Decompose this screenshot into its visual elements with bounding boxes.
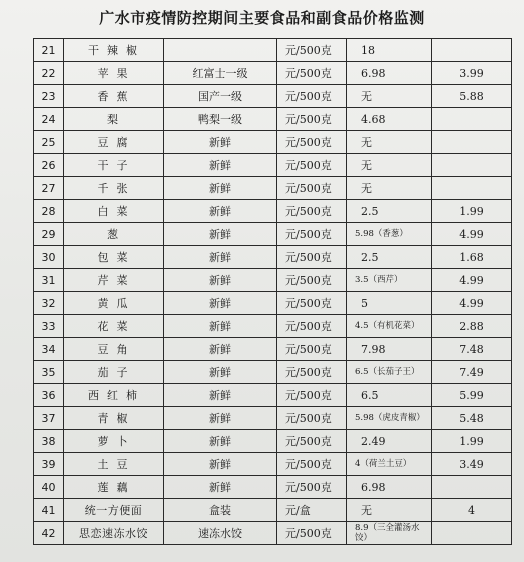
table-row [34,223,512,246]
grade-cell: 新鲜 [164,430,277,453]
price-2-cell: 7.49 [432,361,512,384]
grade-cell: 新鲜 [164,223,277,246]
row-number-cell: 40 [34,476,64,499]
unit-cell: 元/500克 [277,292,347,315]
unit-cell: 元/500克 [277,430,347,453]
unit-cell: 元/500克 [277,223,347,246]
table-row [34,85,512,108]
row-number-cell: 27 [34,177,64,200]
row-number-cell: 22 [34,62,64,85]
unit-cell: 元/500克 [277,200,347,223]
row-number-cell: 33 [34,315,64,338]
grade-cell: 新鲜 [164,292,277,315]
grade-cell: 新鲜 [164,177,277,200]
price-1-cell: 4.68 [347,108,432,131]
table-row [34,315,512,338]
table-row [34,200,512,223]
row-number-cell: 29 [34,223,64,246]
row-number-cell: 34 [34,338,64,361]
item-name-cell: 芹菜 [64,269,164,292]
unit-cell: 元/盒 [277,499,347,522]
price-2-cell: 1.99 [432,200,512,223]
grade-cell: 新鲜 [164,200,277,223]
table-row [34,62,512,85]
unit-cell: 元/500克 [277,407,347,430]
unit-cell: 元/500克 [277,453,347,476]
table-row [34,269,512,292]
row-number-cell: 37 [34,407,64,430]
row-number-cell: 32 [34,292,64,315]
unit-cell: 元/500克 [277,384,347,407]
price-1-cell: 4（荷兰土豆） [347,453,432,476]
row-number-cell: 36 [34,384,64,407]
row-number-cell: 31 [34,269,64,292]
price-1-cell: 2.5 [347,200,432,223]
item-name-cell: 茄子 [64,361,164,384]
price-2-cell: 1.99 [432,430,512,453]
table-row [34,338,512,361]
unit-cell: 元/500克 [277,131,347,154]
table-row [34,407,512,430]
table-row [34,384,512,407]
item-name-cell: 干辣椒 [64,39,164,62]
table-row [34,177,512,200]
price-1-cell: 5.98（虎皮青椒） [347,407,432,430]
price-2-cell [432,39,512,62]
price-2-cell [432,476,512,499]
price-1-cell: 5 [347,292,432,315]
grade-cell: 新鲜 [164,315,277,338]
price-2-cell: 4 [432,499,512,522]
item-name-cell: 萝卜 [64,430,164,453]
grade-cell: 速冻水饺 [164,522,277,545]
price-2-cell: 3.49 [432,453,512,476]
price-2-cell: 2.88 [432,315,512,338]
table-row [34,361,512,384]
grade-cell: 新鲜 [164,407,277,430]
price-2-cell [432,177,512,200]
item-name-cell: 干子 [64,154,164,177]
item-name-cell: 包菜 [64,246,164,269]
price-1-cell: 无 [347,154,432,177]
grade-cell: 新鲜 [164,246,277,269]
item-name-cell: 土豆 [64,453,164,476]
grade-cell: 国产一级 [164,85,277,108]
table-row [34,292,512,315]
price-2-cell: 4.99 [432,223,512,246]
table-row [34,246,512,269]
row-number-cell: 23 [34,85,64,108]
unit-cell: 元/500克 [277,476,347,499]
table-row [34,39,512,62]
row-number-cell: 42 [34,522,64,545]
document-title: 广水市疫情防控期间主要食品和副食品价格监测 [99,9,425,27]
table-row [34,430,512,453]
row-number-cell: 39 [34,453,64,476]
unit-cell: 元/500克 [277,522,347,545]
grade-cell: 新鲜 [164,476,277,499]
unit-cell: 元/500克 [277,108,347,131]
table-row [34,522,512,545]
price-1-cell: 8.9（三全灌汤水饺） [347,522,432,545]
grade-cell: 新鲜 [164,453,277,476]
price-1-cell: 6.98 [347,62,432,85]
item-name-cell: 千张 [64,177,164,200]
table-row [34,476,512,499]
price-2-cell: 7.48 [432,338,512,361]
row-number-cell: 28 [34,200,64,223]
item-name-cell: 花菜 [64,315,164,338]
price-1-cell: 5.98（香葱） [347,223,432,246]
unit-cell: 元/500克 [277,338,347,361]
row-number-cell: 24 [34,108,64,131]
price-1-cell: 7.98 [347,338,432,361]
grade-cell: 盒装 [164,499,277,522]
grade-cell: 新鲜 [164,154,277,177]
price-1-cell: 3.5（西芹） [347,269,432,292]
row-number-cell: 25 [34,131,64,154]
unit-cell: 元/500克 [277,361,347,384]
item-name-cell: 梨 [64,108,164,131]
row-number-cell: 21 [34,39,64,62]
grade-cell: 新鲜 [164,361,277,384]
unit-cell: 元/500克 [277,62,347,85]
item-name-cell: 苹果 [64,62,164,85]
grade-cell: 新鲜 [164,131,277,154]
item-name-cell: 葱 [64,223,164,246]
price-1-cell: 18 [347,39,432,62]
item-name-cell: 豆腐 [64,131,164,154]
row-number-cell: 41 [34,499,64,522]
table-row [34,108,512,131]
price-2-cell: 5.88 [432,85,512,108]
price-1-cell: 2.5 [347,246,432,269]
unit-cell: 元/500克 [277,85,347,108]
price-2-cell [432,131,512,154]
price-2-cell: 3.99 [432,62,512,85]
price-1-cell: 6.5（长茄子王） [347,361,432,384]
unit-cell: 元/500克 [277,246,347,269]
item-name-cell: 统一方便面 [64,499,164,522]
grade-cell [164,39,277,62]
table-row [34,499,512,522]
grade-cell: 鸭梨一级 [164,108,277,131]
grade-cell: 新鲜 [164,338,277,361]
price-1-cell: 无 [347,177,432,200]
item-name-cell: 白菜 [64,200,164,223]
table-row [34,453,512,476]
price-2-cell: 5.99 [432,384,512,407]
price-1-cell: 2.49 [347,430,432,453]
item-name-cell: 香蕉 [64,85,164,108]
price-2-cell: 4.99 [432,269,512,292]
row-number-cell: 26 [34,154,64,177]
item-name-cell: 豆角 [64,338,164,361]
price-1-cell: 无 [347,85,432,108]
unit-cell: 元/500克 [277,154,347,177]
unit-cell: 元/500克 [277,177,347,200]
unit-cell: 元/500克 [277,39,347,62]
item-name-cell: 西红柿 [64,384,164,407]
row-number-cell: 30 [34,246,64,269]
price-2-cell: 4.99 [432,292,512,315]
item-name-cell: 黄瓜 [64,292,164,315]
price-1-cell: 无 [347,499,432,522]
price-2-cell: 5.48 [432,407,512,430]
table-row [34,131,512,154]
price-1-cell: 6.98 [347,476,432,499]
row-number-cell: 35 [34,361,64,384]
item-name-cell: 思恋速冻水饺 [64,522,164,545]
price-1-cell: 4.5（有机花菜） [347,315,432,338]
grade-cell: 新鲜 [164,269,277,292]
price-2-cell [432,154,512,177]
price-table [33,38,512,545]
price-2-cell [432,522,512,545]
row-number-cell: 38 [34,430,64,453]
price-1-cell: 无 [347,131,432,154]
price-2-cell [432,108,512,131]
item-name-cell: 青椒 [64,407,164,430]
price-2-cell: 1.68 [432,246,512,269]
price-1-cell: 6.5 [347,384,432,407]
item-name-cell: 莲藕 [64,476,164,499]
grade-cell: 新鲜 [164,384,277,407]
unit-cell: 元/500克 [277,315,347,338]
table-row [34,154,512,177]
unit-cell: 元/500克 [277,269,347,292]
grade-cell: 红富士一级 [164,62,277,85]
